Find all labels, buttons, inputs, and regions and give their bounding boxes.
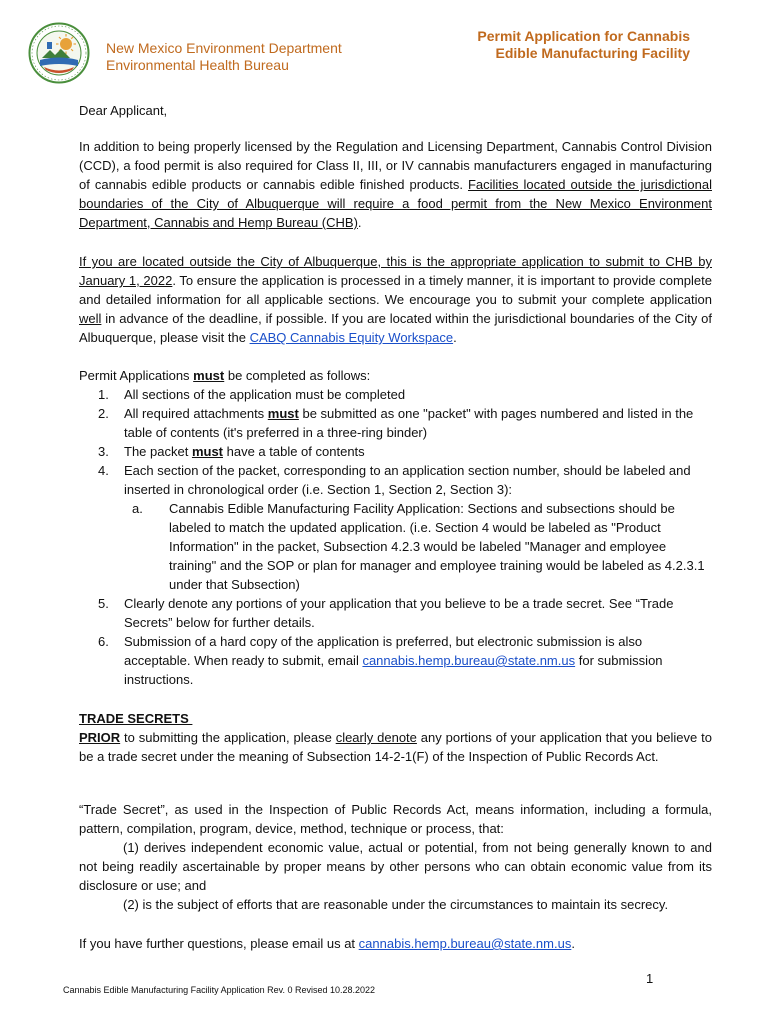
requirements-intro — [79, 366, 712, 385]
intro-underlined-text: Facilities located outside the jurisdictional boundaries of the City of Albuquerque will require a food permit from the New Mexico Environment Department, Cannabis and Hemp Bureau (CHB) — [79, 177, 712, 230]
submission-paragraph — [79, 252, 712, 347]
title-line-1: Permit Application for Cannabis — [477, 28, 690, 44]
intro-end: . — [357, 215, 362, 230]
closing-email-link[interactable]: cannabis.hemp.bureau@state.nm.us — [358, 936, 572, 951]
intro-paragraph — [79, 137, 712, 232]
item-text: The packet — [124, 444, 192, 459]
bureau-email-link[interactable]: cannabis.hemp.bureau@state.nm.us — [362, 653, 576, 668]
definition-clause-2: (2) is the subject of efforts that are reasonable under the circumstances to maintain its secrecy. — [123, 897, 669, 912]
requirements-intro-tail: be completed as follows: — [224, 368, 371, 383]
item-text: Clearly denote any portions of your application that you believe to be a trade secret. See “Trade Secrets” below for further details. — [124, 596, 674, 630]
item-number: 1. — [98, 387, 109, 402]
list-item — [79, 442, 712, 461]
cabq-equity-workspace-link[interactable]: CABQ Cannabis Equity Workspace — [249, 330, 454, 345]
prior-emphasis: PRIOR — [79, 730, 121, 745]
document-title — [390, 28, 690, 62]
list-item — [79, 404, 712, 442]
department-line: New Mexico Environment Department — [106, 40, 342, 56]
list-subitem — [79, 499, 712, 594]
item-number: a. — [132, 501, 143, 516]
submission-deadline-text: If you are located outside the City of Albuquerque, this is the appropriate application to submit to CHB by January 1, 2022 — [79, 254, 712, 288]
item-text: for submission instructions. — [124, 653, 663, 687]
requirements-intro-text: Permit Applications — [79, 368, 194, 383]
list-item — [79, 632, 712, 689]
trade-secrets-heading: TRADE SECRETS — [79, 711, 193, 726]
salutation: Dear Applicant, — [79, 103, 168, 118]
trade-secrets-text: to submitting the application, please — [120, 730, 336, 745]
item-text: Each section of the packet, corresponding to an application section number, should be labeled and inserted in chronological order (i.e. Section 1, Section 2, Section 3): — [124, 463, 691, 497]
item-number: 2. — [98, 406, 109, 421]
well-emphasis: well — [79, 311, 102, 326]
trade-secrets-text: any portions of your application that you believe to be a trade secret under the meaning of Subsection 14-2-1(F) of the Inspection of Public Records Act. — [79, 730, 712, 764]
trade-secrets-paragraph — [79, 728, 712, 766]
closing-paragraph — [79, 934, 712, 953]
item-text: be submitted as one "packet" with pages numbered and listed in the table of contents (it's preferred in a three-ring binder) — [124, 406, 694, 440]
page-number: 1 — [646, 971, 654, 986]
item-text: Cannabis Edible Manufacturing Facility Application: Sections and subsections should be labeled to match the updated application. (i.e. Section 4 would be labeled as "Product Information" in the packet, Subsection 4.2.3 would be labeled "Manager and employee training" and the SOP or plan for manager and employee training would be labeled as 4.2.3.1 under that Subsection) — [169, 501, 705, 592]
submission-text-2: in advance of the deadline, if possible. If you are located within the jurisdictional boundaries of the City of Albuquerque, please visit the — [79, 311, 712, 345]
must-emphasis: must — [193, 368, 225, 383]
must-emphasis: must — [267, 406, 299, 421]
submission-text-1: . To ensure the application is processed in a timely manner, it is important to provide complete and detailed information for all applicable sections. We encourage you to submit your complete application — [79, 273, 712, 307]
list-item — [79, 461, 712, 499]
item-text: Submission of a hard copy of the application is preferred, but electronic submission is also acceptable. When ready to submit, email — [124, 634, 643, 668]
definition-text: “Trade Secret”, as used in the Inspection of Public Records Act, means information, including a formula, pattern, compilation, program, device, method, technique or process, that: — [79, 802, 712, 836]
item-number: 3. — [98, 444, 109, 459]
footer-revision: Cannabis Edible Manufacturing Facility Application Rev. 0 Revised 10.28.2022 — [63, 985, 376, 995]
title-line-2: Edible Manufacturing Facility — [495, 45, 690, 61]
list-item — [79, 385, 712, 404]
item-text: have a table of contents — [223, 444, 365, 459]
requirements-list — [79, 385, 712, 689]
item-number: 6. — [98, 634, 109, 649]
definition-clause-1: (1) derives independent economic value, actual or potential, from not being generally known to and not being readily ascertainable by proper means by other persons who can obtain economic value from its disclosure or use; and — [79, 840, 712, 893]
intro-text: In addition to being properly licensed by the Regulation and Licensing Department, Cannabis Control Division (CCD), a food permit is also required for Class II, III, or IV cannabis manufacturers engaged in manufacturing of cannabis edible products or cannabis edible finished products. — [79, 139, 712, 192]
trade-secret-definition — [79, 800, 712, 914]
item-number: 5. — [98, 596, 109, 611]
closing-end: . — [571, 936, 575, 951]
must-emphasis: must — [191, 444, 223, 459]
submission-end: . — [453, 330, 457, 345]
list-item — [79, 594, 712, 632]
trade-secrets-section — [79, 709, 712, 766]
item-text: All required attachments — [124, 406, 268, 421]
nmed-seal-icon — [28, 22, 90, 84]
item-text: All sections of the application must be completed — [124, 387, 406, 402]
bureau-line: Environmental Health Bureau — [106, 57, 289, 73]
clearly-denote-emphasis: clearly denote — [335, 730, 417, 745]
closing-text: If you have further questions, please email us at — [79, 936, 359, 951]
department-name — [106, 40, 342, 74]
requirements-section — [79, 366, 712, 689]
item-number: 4. — [98, 463, 109, 478]
